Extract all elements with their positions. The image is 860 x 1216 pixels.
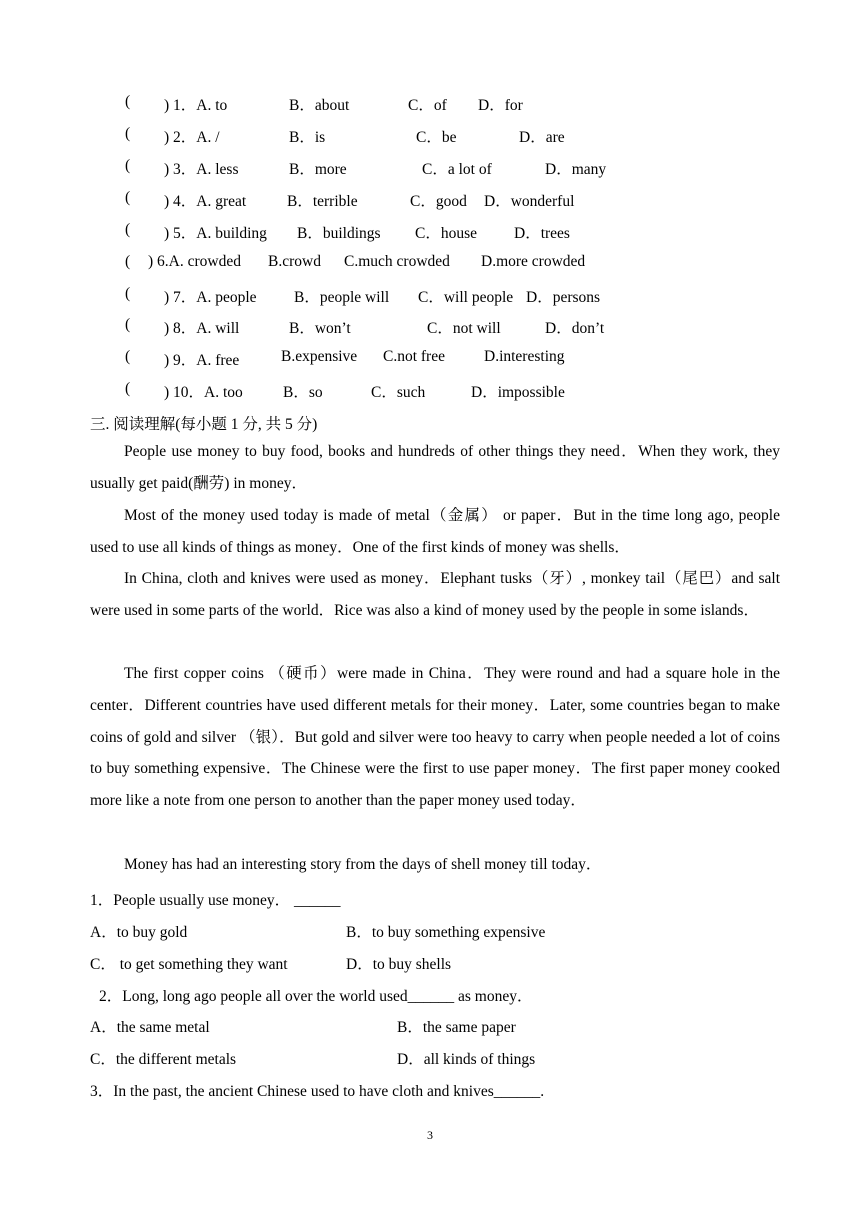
option-c: C．be	[416, 129, 457, 146]
option-d: D．are	[519, 129, 565, 146]
question-2-option-a: A．the same metal	[90, 1019, 210, 1036]
reading-paragraph	[90, 563, 780, 627]
page-number: 3	[427, 1128, 433, 1142]
option-b: B．buildings	[297, 225, 381, 242]
option-a: ) 1．A. to	[164, 97, 228, 114]
option-b: B.crowd	[268, 253, 321, 270]
option-a: ) 7．A. people	[164, 289, 257, 306]
answer-paren: (	[125, 348, 131, 365]
option-d: D．persons	[526, 289, 601, 306]
option-a: ) 10．A. too	[164, 384, 243, 401]
option-b: B．is	[289, 129, 326, 146]
option-a: ) 4．A. great	[164, 193, 247, 210]
question-1-option-d: D．to buy shells	[346, 956, 452, 973]
option-a: ) 5．A. building	[164, 225, 267, 242]
answer-paren: (	[125, 221, 131, 238]
section-title: 三. 阅读理解(每小题 1 分, 共 5 分)	[90, 416, 318, 433]
option-c: C．good	[410, 193, 467, 210]
answer-paren: (	[125, 125, 131, 142]
question-1-option-c: C． to get something they want	[90, 956, 288, 973]
option-c: C．not will	[427, 320, 501, 337]
option-b: B．so	[283, 384, 323, 401]
paragraph-text: In China, cloth and knives were used as money．Elephant tusks（牙）, monkey tail（尾巴）and salt were used in some parts of the world．Rice was also a kind of money used by the people in some islands．	[90, 570, 780, 619]
option-a: ) 8．A. will	[164, 320, 240, 337]
answer-paren: (	[125, 380, 131, 397]
question-3: 3．In the past, the ancient Chinese used to have cloth and knives______.	[90, 1083, 545, 1100]
reading-paragraph	[90, 849, 780, 881]
answer-paren: (	[125, 157, 131, 174]
answer-paren: (	[125, 285, 131, 302]
question-1: 1．People usually use money． ______	[90, 892, 341, 909]
question-2-option-c: C．the different metals	[90, 1051, 237, 1068]
question-2: 2．Long, long ago people all over the world used______ as money．	[99, 988, 533, 1005]
paragraph-text: Money has had an interesting story from the days of shell money till today．	[124, 856, 602, 873]
paragraph-text: People use money to buy food, books and hundreds of other things they need．When they work, they usually get paid(酬劳) in money．	[90, 443, 780, 492]
option-c: C.much crowded	[344, 253, 450, 270]
option-b: B.expensive	[281, 348, 358, 365]
option-c: C．house	[415, 225, 478, 242]
option-d: D.more crowded	[481, 253, 586, 270]
answer-paren: (	[125, 93, 131, 110]
answer-paren: (	[125, 189, 131, 206]
reading-paragraph	[90, 436, 780, 500]
answer-paren: (	[125, 316, 131, 333]
option-d: D．trees	[514, 225, 570, 242]
option-a: ) 3．A. less	[164, 161, 239, 178]
option-d: D．wonderful	[484, 193, 575, 210]
option-a: ) 2．A. /	[164, 129, 220, 146]
option-c: C．will people	[418, 289, 514, 306]
option-a: ) 6.A. crowded	[148, 253, 241, 270]
option-b: B．won’t	[289, 320, 351, 337]
question-1-option-a: A．to buy gold	[90, 924, 188, 941]
option-d: D．for	[478, 97, 523, 114]
option-c: C.not free	[383, 348, 445, 365]
question-2-option-b: B．the same paper	[397, 1019, 516, 1036]
reading-paragraph	[90, 500, 780, 564]
question-2-option-d: D．all kinds of things	[397, 1051, 536, 1068]
option-b: B．terrible	[287, 193, 358, 210]
option-b: B．more	[289, 161, 347, 178]
paragraph-text: Most of the money used today is made of metal（金属） or paper．But in the time long ago, people used to use all kinds of things as money．One of the first kinds of money was shells．	[90, 507, 780, 556]
option-d: D.interesting	[484, 348, 565, 365]
option-d: D．many	[545, 161, 607, 178]
option-a: ) 9．A. free	[164, 352, 240, 369]
paragraph-text: The first copper coins （硬币）were made in China．They were round and had a square hole in the center．Different countries have used different metals for their money．Later, some countries began to make coins of gold and silver （银）．But gold and silver were too heavy to carry when people needed a lot of coins to buy something expensive．The Chinese were the first to use paper money．The first paper money cooked more like a note from one person to another than the paper money used today．	[90, 665, 780, 810]
question-1-option-b: B．to buy something expensive	[346, 924, 546, 941]
option-c: C．of	[408, 97, 447, 114]
option-c: C．such	[371, 384, 426, 401]
option-d: D．impossible	[471, 384, 565, 401]
option-d: D．don’t	[545, 320, 605, 337]
option-b: B．about	[289, 97, 350, 114]
option-c: C．a lot of	[422, 161, 492, 178]
option-b: B．people will	[294, 289, 390, 306]
reading-paragraph	[90, 658, 780, 817]
answer-paren: (	[125, 253, 131, 270]
